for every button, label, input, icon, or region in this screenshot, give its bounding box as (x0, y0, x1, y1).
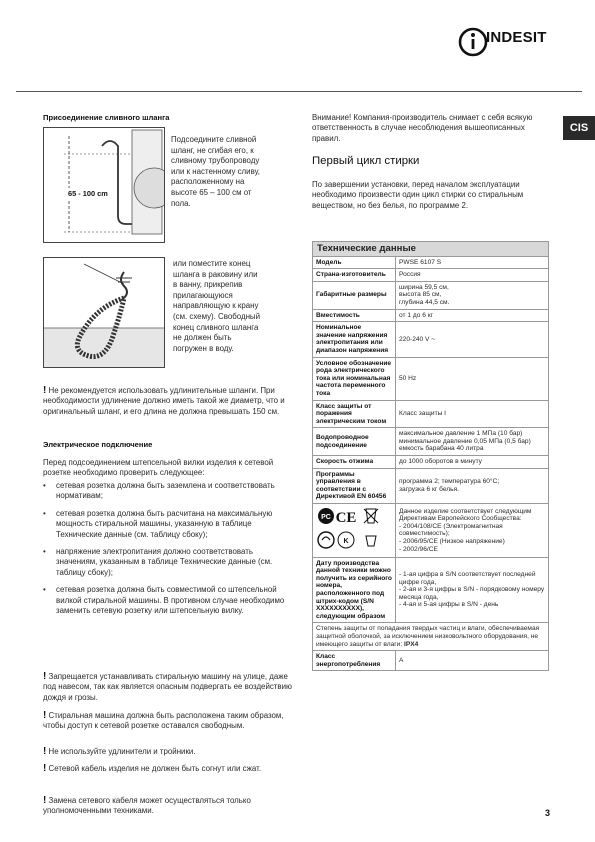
fig2-caption (173, 259, 260, 354)
table-row (313, 557, 549, 623)
table-value: Класс защиты I (396, 400, 549, 428)
fig1-line: расположенному на (171, 177, 245, 187)
technical-data-table (312, 241, 549, 671)
table-row (313, 456, 549, 469)
table-value: 50 Hz (396, 357, 549, 400)
table-key: Водопроводное подсоединение (313, 428, 396, 456)
fig2-line: (см. схему). Свободный (173, 311, 261, 321)
ip-protection-text: Степень защиты от попадания твердых частиц и влаги, обеспечиваемая защитной оболочкой, за исключением низковольтного оборудования, не имеющего защиты от влаги: (316, 625, 540, 648)
sink-drain-illustration (44, 258, 164, 367)
table-key: Программы управления в соответствии с Директивой EN 60456 (313, 468, 396, 503)
warning-icon: ! (43, 710, 47, 721)
certification-icons (316, 506, 392, 552)
table-title: Технические данные (313, 242, 549, 257)
table-value: программа 2; температура 60°С; загрузка 6 кг белья. (396, 468, 549, 503)
warning-text: Замена сетевого кабеля может осуществляться только уполномоченными техниками. (43, 796, 251, 816)
table-key: Габаритные размеры (313, 281, 396, 309)
warning-icon: ! (43, 746, 47, 757)
svg-text:K: K (343, 538, 349, 546)
table-value: максимальное давление 1 МПа (10 бар) минимальное давление 0,05 МПа (0,5 бар) емкость барабана 40 литра (396, 428, 549, 456)
table-row (313, 256, 549, 269)
first-cycle-title: Первый цикл стирки (312, 155, 420, 167)
electrical-checklist (43, 481, 293, 623)
fig2-line: шланга в раковину или (173, 269, 258, 279)
first-cycle-text: По завершении установки, перед началом эксплуатации необходимо произвести один цикл стирки со стиральным веществом, но без белья, по программе 2. (312, 180, 524, 210)
fig2-line: в ванну, прикрепив (173, 280, 243, 290)
table-row (313, 357, 549, 400)
fig1-line: шланг, не сгибая его, к (171, 145, 254, 155)
warning-outdoor (43, 672, 293, 703)
fig2-line: направляющую к крану (173, 301, 259, 311)
drain-section-title: Присоединение сливного шланга (43, 113, 170, 122)
table-value: - 1-ая цифра в S/N соответствует последней цифре года, - 2-ая и 3-я цифры в S/N - порядковому номеру месяца года, - 4-ая и 5-ая цифры в S/N - день (396, 557, 549, 623)
warning-text: Запрещается устанавливать стиральную машину на улице, даже под навесом, так как является опасным подвергать ее воздействию дождя и грозы. (43, 672, 292, 702)
table-row (313, 322, 549, 357)
list-item: • напряжение электропитания должно соответствовать значениям, указанным в таблице Технические данные (см. таблицу сбоку); (43, 547, 293, 578)
warning-icon: ! (43, 795, 47, 806)
electrical-intro: Перед подсоединением штепсельной вилки изделия к сетевой розетке необходимо проверить следующее: (43, 458, 274, 478)
table-row (313, 428, 549, 456)
warning-extension-hose (43, 386, 293, 417)
table-value: 220-240 V ~ (396, 322, 549, 357)
warning-icon: ! (43, 385, 47, 396)
certification-marks (313, 504, 396, 558)
fig1-height-label: 65 - 100 cm (68, 189, 108, 198)
table-value: от 1 до 6 кг (396, 309, 549, 322)
list-item: • сетевая розетка должна быть совместимой со штепсельной вилкой стиральной машины. В противном случае необходимо заменить сетевую розетку или штепсельную вилку. (43, 585, 293, 616)
fig1-caption (171, 135, 260, 209)
table-key: Вместимость (313, 309, 396, 322)
fig2-line: не должен быть (173, 333, 232, 343)
table-row (313, 623, 549, 651)
table-row (313, 400, 549, 428)
fig2-line: конец сливного шланга (173, 322, 259, 332)
table-value: Россия (396, 269, 549, 282)
table-value: до 1000 оборотов в минуту (396, 456, 549, 469)
brand-logo-text: INDESIT (486, 29, 547, 46)
electrical-section-title: Электрическое подключение (43, 440, 153, 449)
fig2-line: прилагающуюся (173, 290, 233, 300)
fig2-line: погружен в воду. (173, 343, 234, 353)
table-row (313, 281, 549, 309)
fig1-line: или к настенному сливу, (171, 166, 260, 176)
table-row (313, 651, 549, 671)
page-number: 3 (545, 808, 551, 818)
table-row (313, 309, 549, 322)
table-value: Данное изделие соответствует следующим Директивам Европейского Сообщества: - 2004/108/CE (Электромагнитная совместимость); - 2006/95/CE (Низкое напряжение) - 2002/96/CE (396, 504, 549, 558)
warning-text: Сетевой кабель изделия не должен быть согнут или сжат. (48, 764, 262, 773)
table-key: Номинальное значение напряжения электропитания или диапазон напряжения (313, 322, 396, 357)
warning-icon: ! (43, 763, 47, 774)
ip-protection-row (313, 623, 549, 651)
drain-sink-figure (43, 257, 165, 368)
warning-socket-access (43, 711, 293, 732)
warning-cable (43, 764, 293, 774)
side-tab-cis: CIS (563, 116, 595, 140)
table-row (313, 269, 549, 282)
warning-adapters (43, 747, 293, 757)
fig1-line: сливному трубопроводу (171, 156, 260, 166)
manufacturer-notice: Внимание! Компания-производитель снимает с себя всякую ответственность в случае несоблюдения вышеописанных правил. (312, 113, 533, 143)
table-value: A (396, 651, 549, 671)
warning-icon: ! (43, 671, 47, 682)
fig2-line: или поместите конец (173, 259, 251, 268)
table-key: Класс защиты от поражения электрическим током (313, 400, 396, 428)
fig1-line: Подсоедините сливной (171, 135, 257, 144)
table-key: Скорость отжима (313, 456, 396, 469)
table-key: Класс энергопотребления (313, 651, 396, 671)
wall-drain-illustration (44, 128, 164, 242)
table-key: Условное обозначение рода электрического тока или номинальная частота переменного тока (313, 357, 396, 400)
fig1-line: пола. (171, 198, 191, 208)
ip-code: IPX4 (404, 640, 419, 648)
list-item: • сетевая розетка должна быть расчитана на максимальную мощность стиральной машины, указанную в таблице Технические данные (см. таблицу сбоку); (43, 509, 293, 540)
table-row (313, 504, 549, 558)
table-value: PWSE 6107 S (396, 256, 549, 269)
warning-text: Не используйте удлинители и тройники. (48, 747, 196, 756)
warning-cable-replacement (43, 796, 293, 817)
table-value: ширина 59,5 см, высота 85 см, глубина 44,5 см. (396, 281, 549, 309)
table-key: Страна-изготовитель (313, 269, 396, 282)
svg-text:CE: CE (335, 510, 357, 527)
svg-text:PC: PC (321, 514, 331, 522)
list-item: • сетевая розетка должна быть заземлена и соответствовать нормативам; (43, 481, 293, 502)
drain-wall-figure (43, 127, 165, 243)
table-row (313, 468, 549, 503)
header-divider (16, 91, 582, 92)
table-key: Модель (313, 256, 396, 269)
fig1-line: высоте 65 – 100 см от (171, 187, 252, 197)
warning-text: Стиральная машина должна быть расположена таким образом, чтобы доступ к сетевой розетке оставался свободным. (43, 711, 284, 731)
table-key: Дату производства данной техники можно получить из серийного номера, расположенного под штрих-кодом (S/N XXXXXXXXXX), следующим образом (313, 557, 396, 623)
warning-text: Не рекомендуется использовать удлинительные шланги. При необходимости удлинение должно иметь такой же диаметр, что и оригинальный шланг, и его длина не должна превышать 150 см. (43, 386, 285, 416)
